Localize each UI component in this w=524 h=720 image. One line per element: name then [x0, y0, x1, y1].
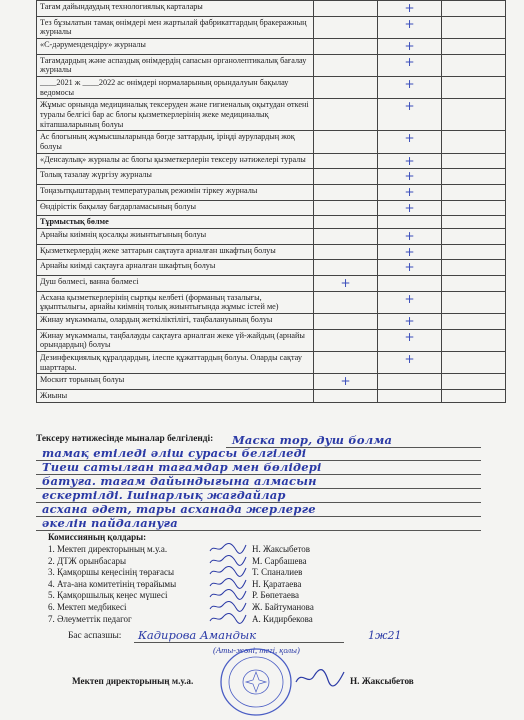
commission-member [48, 602, 478, 614]
checklist-row [37, 276, 506, 292]
check-cell [314, 200, 378, 216]
checklist-row [37, 229, 506, 245]
check-cell [314, 260, 378, 276]
check-cell [378, 260, 442, 276]
check-cell [442, 390, 506, 403]
checklist-row [37, 291, 506, 313]
checklist-row [37, 185, 506, 201]
check-mark: + [404, 314, 415, 329]
check-cell [378, 229, 442, 245]
checklist-table [36, 0, 506, 403]
conclusion-line [36, 460, 481, 475]
check-mark: + [404, 54, 415, 69]
head-cook-date: 1ж21 [368, 629, 402, 642]
signature-scribble [208, 542, 248, 554]
director-name: Н. Жаксыбетов [350, 676, 414, 686]
member-name: Т. Спаналиев [252, 567, 303, 578]
checklist-row [37, 374, 506, 390]
check-cell [378, 1, 442, 17]
signature-scribble [208, 612, 248, 624]
check-cell [442, 185, 506, 201]
signature-caption: (Аты-жөні, тегі, қолы) [213, 645, 300, 655]
requirement-text: Жинау мүкәммалы, таңбалауды сақтауға арналған жеке үй-жайдың (арнайы орындардың) болуы [37, 329, 314, 351]
check-cell [314, 374, 378, 390]
conclusion-text: ескертілді. Ішінарлық жағдайлар [42, 488, 286, 502]
check-cell [378, 329, 442, 351]
member-role: 5. Қамқоршылық кеңес мүшесі [48, 590, 168, 601]
check-mark: + [404, 99, 415, 114]
requirement-text: «Денсаулық» журналы ас блогы қызметкерлерін тексеру нәтижелері туралы [37, 153, 314, 169]
check-cell [442, 200, 506, 216]
check-cell [378, 99, 442, 131]
check-cell [314, 185, 378, 201]
conclusion-label: Тексеру нәтижесінде мыналар белгіленді: [36, 434, 214, 444]
head-cook-signature [68, 628, 402, 642]
requirement-text: ____2021 ж ____2022 ас өнімдері нормаларының орындалуын бақылау ведомосы [37, 77, 314, 99]
check-cell [314, 291, 378, 313]
signature-line [134, 642, 344, 643]
requirement-text: Жұмыс орнында медициналық тексеруден және гигиеналық оқытудан өткені туралы белгісі бар ас блогы қызметкерлерінің жеке медициналық кітапшаларының болуы [37, 99, 314, 131]
member-name: Н. Қаратаева [252, 578, 302, 589]
section-title: Тұрмыстық бөлме [37, 216, 314, 229]
check-cell [378, 390, 442, 403]
conclusion-text: әкелін пайдалануға [42, 516, 178, 530]
check-cell [442, 54, 506, 76]
check-mark: + [404, 352, 415, 367]
check-cell [442, 77, 506, 99]
signature-scribble [208, 565, 248, 577]
check-cell [314, 229, 378, 245]
director-signature-row [72, 676, 414, 686]
conclusion-text: тамақ етіледі әліш сурасы белгіледі [42, 446, 307, 460]
conclusion-line [36, 474, 481, 489]
member-role: 2. ДТЖ орынбасары [48, 555, 127, 566]
conclusion-text: асхана әдет, тары асханада жерлерге [42, 502, 316, 516]
check-cell [378, 352, 442, 374]
director-signature-scribble [294, 666, 346, 688]
director-role: Мектеп директорының м.у.а. [72, 676, 194, 686]
check-cell [442, 169, 506, 185]
check-mark: + [404, 77, 415, 92]
check-cell [314, 390, 378, 403]
check-mark: + [404, 39, 415, 54]
checklist-row [37, 153, 506, 169]
requirement-text: Асхана қызметкерлерінің сыртқы келбеті (форманың тазалығы, ұқыптылығы, арнайы киімнің толық жиынтығында жұмыс істей ме) [37, 291, 314, 313]
check-cell [378, 77, 442, 99]
check-mark: + [404, 200, 415, 215]
check-cell [314, 1, 378, 17]
checklist-row [37, 16, 506, 38]
check-cell [442, 99, 506, 131]
member-role: 7. Әлеуметтік педагог [48, 613, 132, 624]
requirement-text: Арнайы киімді сақтауға арналған шкафтың болуы [37, 260, 314, 276]
check-cell [442, 1, 506, 17]
check-mark: + [404, 291, 415, 306]
check-cell [378, 39, 442, 55]
commission-member [48, 614, 478, 626]
signature-scribble [208, 600, 248, 612]
member-role: 3. Қамқоршы кеңесінің төрағасы [48, 567, 175, 578]
check-cell [442, 276, 506, 292]
check-cell [378, 54, 442, 76]
check-cell [314, 169, 378, 185]
signature-scribble [208, 588, 248, 600]
requirement-text: Тағам дайындаудың технологиялық карталары [37, 1, 314, 17]
checklist-row [37, 200, 506, 216]
checklist-row [37, 390, 506, 403]
checklist-row [37, 260, 506, 276]
conclusion-line [36, 446, 481, 461]
requirement-text: Арнайы киімнің қосалқы жиынтығының болуы [37, 229, 314, 245]
requirement-text: Тағамдардың және аспаздық өнімдердің сапасын органолептикалық бағалау журналы [37, 54, 314, 76]
check-mark: + [404, 169, 415, 184]
check-cell [442, 329, 506, 351]
checklist-row [37, 169, 506, 185]
check-mark: + [404, 260, 415, 275]
check-mark: + [404, 329, 415, 344]
conclusion-text: Маскa тор, душ болмa [232, 433, 393, 447]
check-cell [314, 39, 378, 55]
commission-member [48, 590, 478, 602]
checklist-row [37, 314, 506, 330]
requirement-text: Қызметкерлердің жеке заттарын сақтауға арналған шкафтың болуы [37, 244, 314, 260]
check-cell [378, 291, 442, 313]
requirement-text: Өндірістік бақылау бағдарламасының болуы [37, 200, 314, 216]
check-cell [442, 39, 506, 55]
check-cell [442, 131, 506, 153]
check-cell [378, 374, 442, 390]
commission-signatures [48, 532, 478, 625]
commission-member [48, 556, 478, 568]
checklist-row [37, 131, 506, 153]
checklist-row [37, 329, 506, 351]
head-cook-label: Бас аспазшы: [68, 631, 122, 641]
check-cell [314, 329, 378, 351]
check-mark: + [404, 153, 415, 168]
check-cell [314, 314, 378, 330]
head-cook-handwritten-name: Кадирова Амандык [138, 628, 257, 642]
check-mark: + [404, 16, 415, 31]
check-cell [442, 314, 506, 330]
section-header-row [37, 216, 506, 229]
check-cell [378, 314, 442, 330]
check-cell [378, 200, 442, 216]
check-mark: + [340, 276, 351, 291]
check-cell [314, 131, 378, 153]
checklist-row [37, 39, 506, 55]
check-mark: + [404, 131, 415, 146]
check-cell [378, 185, 442, 201]
check-cell [314, 77, 378, 99]
member-role: 4. Ата-ана комитетінің төрайымы [48, 578, 177, 589]
requirement-text: Жиыны [37, 390, 314, 403]
check-cell [314, 99, 378, 131]
check-mark: + [404, 229, 415, 244]
requirement-text: Дезинфекциялық құралдардың, ілеспе құжаттардың болуы. Оларды сақтау шарттары. [37, 352, 314, 374]
requirement-text: Москит торының болуы [37, 374, 314, 390]
check-cell [442, 352, 506, 374]
check-cell [314, 16, 378, 38]
official-seal-stamp [218, 646, 294, 718]
check-cell [314, 54, 378, 76]
checklist-row [37, 54, 506, 76]
checklist-row [37, 244, 506, 260]
check-cell [314, 276, 378, 292]
check-cell [378, 244, 442, 260]
check-cell [378, 169, 442, 185]
conclusion-line [36, 502, 481, 517]
requirement-text: Жинау мүкәммалы, олардың жеткіліктілігі, таңбалануының болуы [37, 314, 314, 330]
conclusion-line [36, 488, 481, 503]
check-cell [314, 244, 378, 260]
checklist-row [37, 77, 506, 99]
check-cell [378, 131, 442, 153]
signature-scribble [208, 577, 248, 589]
check-mark: + [404, 185, 415, 200]
check-cell [442, 16, 506, 38]
requirement-text: Толық тазалау жүргізу журналы [37, 169, 314, 185]
check-cell [314, 153, 378, 169]
requirement-text: Ас блогының жұмысшыларында бөгде заттардың, іріңді аурулардың жоқ болуы [37, 131, 314, 153]
requirement-text: Тез бұзылатын тамақ өнімдері мен жартылай фабрикаттардың бракеражның журналы [37, 16, 314, 38]
commission-member [48, 579, 478, 591]
conclusion-text: батуға. тағам дайындығына алмасын [42, 474, 317, 488]
check-mark: + [404, 1, 415, 15]
check-cell [378, 16, 442, 38]
member-name: Н. Жаксыбетов [252, 544, 311, 554]
check-cell [442, 244, 506, 260]
commission-member [48, 544, 478, 556]
member-role: 6. Мектеп медбикесі [48, 601, 127, 612]
member-name: Р. Бөпетаева [252, 590, 300, 601]
checklist-row [37, 352, 506, 374]
requirement-text: Тоңазытқыштардың температуралық режимін тіркеу журналы [37, 185, 314, 201]
commission-member [48, 567, 478, 579]
member-name: Ж. Байтуманова [252, 601, 314, 612]
signature-scribble [208, 554, 248, 566]
requirement-text: Душ бөлмесі, ванна бөлмесі [37, 276, 314, 292]
check-cell [442, 153, 506, 169]
check-cell [314, 352, 378, 374]
check-cell [442, 374, 506, 390]
member-name: М. Сарбашева [252, 555, 307, 566]
conclusion-line [36, 516, 481, 531]
check-cell [442, 291, 506, 313]
check-mark: + [404, 244, 415, 259]
check-cell [442, 229, 506, 245]
checklist-row [37, 99, 506, 131]
commission-title: Комиссияның қолдары: [48, 532, 147, 542]
check-cell [442, 260, 506, 276]
checklist-row [37, 1, 506, 17]
check-cell [378, 276, 442, 292]
requirement-text: «С-дәрумендендіру» журналы [37, 39, 314, 55]
check-mark: + [340, 374, 351, 389]
check-cell [378, 153, 442, 169]
conclusion-text: Тиеш сатылған тағамдар мен бөлідері [42, 460, 322, 474]
member-role: 1. Мектеп директорының м.у.а. [48, 544, 168, 554]
member-name: А. Кидирбекова [252, 613, 313, 624]
